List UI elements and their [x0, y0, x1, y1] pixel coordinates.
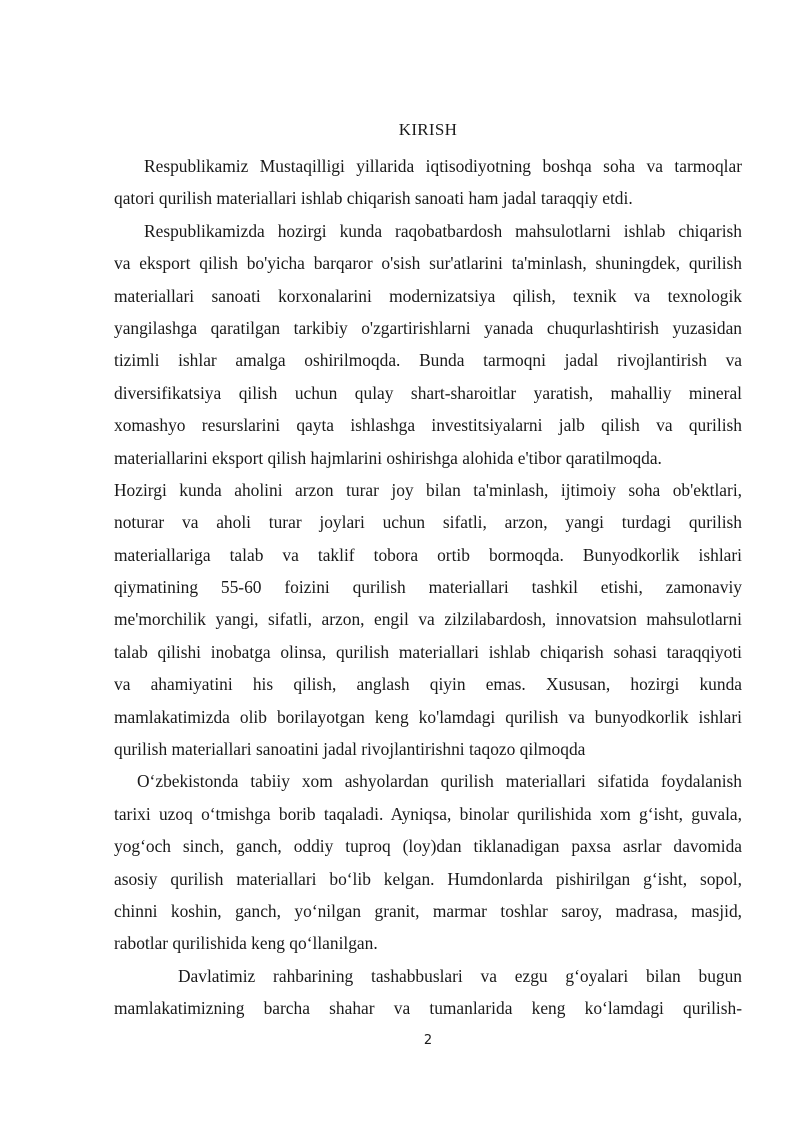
text-line: Respublikamizda hozirgi kunda raqobatbardosh mahsulotlarni ishlab chiqarish [144, 220, 742, 241]
text-line: qurilish materiallari sanoatini jadal rivojlantirishni taqozo qilmoqda [114, 739, 586, 760]
text-line: rabotlar qurilishida keng qo‘llanilgan. [114, 933, 378, 954]
text-line: noturar va aholi turar joylari uchun sifatli, arzon, yangi turdagi qurilish [114, 512, 742, 533]
text-line: yangilashga qaratilgan tarkibiy o'zgartirishlarni yanada chuqurlashtirish yuzasidan [114, 317, 742, 338]
text-line: mamlakatimizning barcha shahar va tumanlarida keng ko‘lamdagi qurilish- [114, 998, 742, 1019]
text-line: yog‘och sinch, ganch, oddiy tuproq (loy)dan tiklanadigan paxsa asrlar davomida [114, 836, 742, 857]
text-line: talab qilishi inobatga olinsa, qurilish materiallari ishlab chiqarish sohasi taraqqiyoti [114, 641, 742, 662]
document-body [114, 150, 742, 1025]
section-title: KIRISH [398, 120, 458, 139]
text-line: tarixi uzoq o‘tmishga borib taqaladi. Ayniqsa, binolar qurilishida xom g‘isht, guvala, [114, 803, 742, 824]
text-line: me'morchilik yangi, sifatli, arzon, engil va zilzilabardosh, innovatsion mahsulotlarni [114, 609, 742, 630]
text-line: asosiy qurilish materiallari bo‘lib kelgan. Humdonlarda pishirilgan g‘isht, sopol, [114, 868, 742, 889]
text-line: chinni koshin, ganch, yo‘nilgan granit, marmar toshlar saroy, madrasa, masjid, [114, 900, 742, 921]
text-line: diversifikatsiya qilish uchun qulay shart-sharoitlar yaratish, mahalliy mineral [114, 382, 742, 403]
text-line: tizimli ishlar amalga oshirilmoqda. Bunda tarmoqni jadal rivojlantirish va [114, 350, 742, 371]
text-line: materiallariga talab va taklif tobora ortib bormoqda. Bunyodkorlik ishlari [114, 544, 742, 565]
text-line: Hozirgi kunda aholini arzon turar joy bilan ta'minlash, ijtimoiy soha ob'ektlari, [114, 479, 742, 500]
text-line: Respublikamiz Mustaqilligi yillarida iqtisodiyotning boshqa soha va tarmoqlar [144, 156, 742, 176]
text-line: xomashyo resurslarini qayta ishlashga investitsiyalarni jalb qilish va qurilish [114, 415, 742, 436]
text-line: materiallarini eksport qilish hajmlarini oshirishga alohida e'tibor qaratilmoqda. [114, 447, 662, 468]
text-line: qatori qurilish materiallari ishlab chiqarish sanoati ham jadal taraqqiy etdi. [114, 188, 633, 209]
text-line: materiallari sanoati korxonalarini modernizatsiya qilish, texnik va texnologik [114, 285, 742, 306]
text-line: O‘zbekistonda tabiiy xom ashyolardan qurilish materiallari sifatida foydalanish [137, 771, 742, 792]
text-line: qiymatining 55-60 foizini qurilish materiallari tashkil etishi, zamonaviy [114, 577, 742, 598]
text-line: mamlakatimizda olib borilayotgan keng ko'lamdagi qurilish va bunyodkorlik ishlari [114, 706, 742, 727]
text-line: va eksport qilish bo'yicha barqaror o'sish sur'atlarini ta'minlash, shuningdek, qurilish [114, 253, 742, 274]
text-line: va ahamiyatini his qilish, anglash qiyin emas. Xususan, hozirgi kunda [114, 674, 742, 695]
page-number: 2 [423, 1033, 433, 1048]
text-line: Davlatimiz rahbarining tashabbuslari va ezgu g‘oyalari bilan bugun [178, 965, 742, 986]
